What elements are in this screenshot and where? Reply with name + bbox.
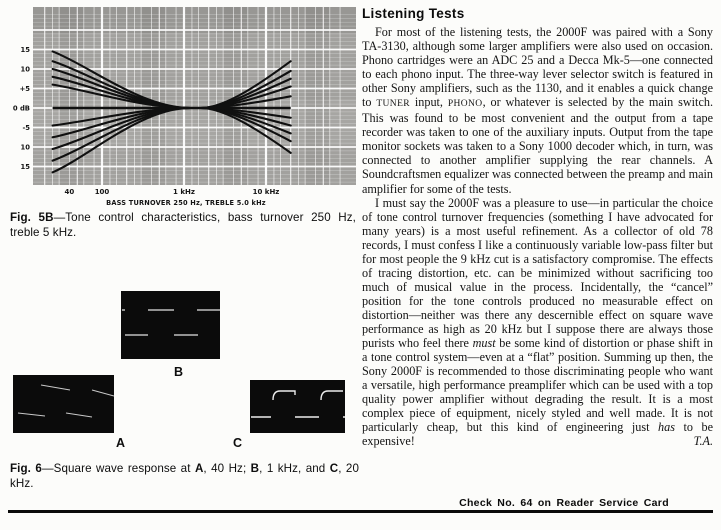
square-wave-20khz-image xyxy=(250,380,345,433)
svg-text:10 kHz: 10 kHz xyxy=(252,188,280,196)
square-wave-1khz-image xyxy=(121,291,220,359)
svg-text:100: 100 xyxy=(94,188,110,196)
svg-text:40: 40 xyxy=(64,188,75,196)
svg-text:15: 15 xyxy=(20,162,30,171)
article-paragraph-1: For most of the listening tests, the 2000F was paired with a Sony TA-3130, although some larger amplifiers were also used on occasion. Phono cartridges were an ADC 25 and a Decca Mk-5—one connected to each phono input. The three-way lever selector switch is featured in other Sony amplifiers, such as the 1130, and it enables a quick change to TUNER input, PHONO, or whatever is selected by the main switch. This was found to be most convenient and the output from a tape recorder was taken to one of the auxiliary inputs. Output from the tape monitor sockets was taken to a Sony 1000 decoder which, in turn, was connected to another amplifier supplying the rear channels. A Soundcraftsmen equalizer was connected between the preamp and main amplifier for some of the tests. xyxy=(362,25,713,196)
article-paragraph-2: I must say the 2000F was a pleasure to use—in particular the choice of tone control turnover frequencies (something I have advocated for many years) is a most useful refinement. As a collector of old 78 records, I must confess I like a continuously variable low-pass filter but for most people the 9 kHz cut is a satisfactory compromise. The effects of tracing distortion, etc. can be minimized without sacrificing too much of musical value in the process. Incidentally, the “cancel” position for the tone controls produced no measurable effect on distortion—neither was there any descernible effect on square wave performance as high as 20 kHz but I suppose there are always those purists who feel there must be some kind of distortion or phase shift in a tone control system—even at a “flat” position. Summing up then, the Sony 2000F is recommended to those discriminating people who want a versatile, high performance preamplifer which can be used with a top quality power amplifier without degrading the result. It is a most complex piece of equipment, nicely styled and well made. It is not particularly cheap, but this kind of engineering just has to be expensive! T.A. xyxy=(362,195,713,449)
figure-6-caption: Fig. 6—Square wave response at A, 40 Hz; B, 1 kHz, and C, 20 kHz. xyxy=(10,462,359,490)
article-column xyxy=(362,6,713,448)
svg-text:15: 15 xyxy=(20,45,30,54)
svg-text:BASS TURNOVER 250 Hz, TREBLE 5: BASS TURNOVER 250 Hz, TREBLE 5.0 kHz xyxy=(106,199,266,207)
svg-text:10: 10 xyxy=(20,143,30,152)
scope-photo-c xyxy=(250,380,345,433)
reader-service-note: Check No. 64 on Reader Service Card xyxy=(459,497,669,509)
tone-control-chart-svg xyxy=(9,7,356,207)
article-heading: Listening Tests xyxy=(362,6,465,21)
svg-text:0 dB: 0 dB xyxy=(12,104,30,113)
tone-control-chart xyxy=(9,7,356,207)
scope-label-b: B xyxy=(174,365,184,379)
scope-photo-a xyxy=(13,375,114,433)
figure-5b-caption: Fig. 5B—Tone control characteristics, bass turnover 250 Hz, treble 5 kHz. xyxy=(10,211,356,239)
svg-text:10: 10 xyxy=(20,65,30,74)
bottom-rule xyxy=(8,510,713,513)
svg-text:-5: -5 xyxy=(22,123,30,132)
svg-text:+5: +5 xyxy=(19,84,30,93)
svg-text:1 kHz: 1 kHz xyxy=(173,188,195,196)
square-wave-40hz-image xyxy=(13,375,114,433)
scope-label-c: C xyxy=(233,436,243,450)
scope-photo-b xyxy=(121,291,220,359)
scope-label-a: A xyxy=(116,436,126,450)
